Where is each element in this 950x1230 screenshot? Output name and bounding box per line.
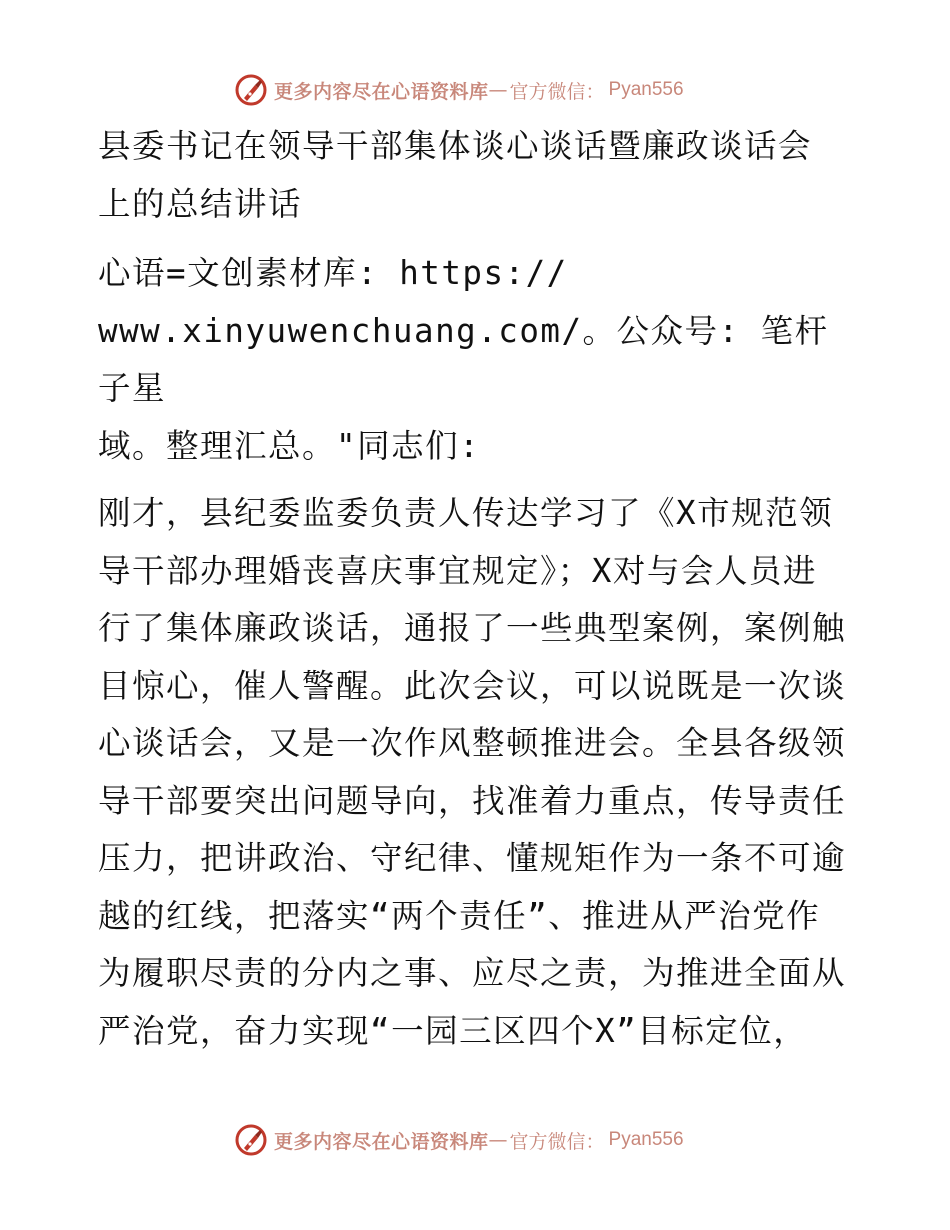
banner-wechat-id: Pyan556 [608,79,684,100]
body-line: 导干部要突出问题导向，找准着力重点，传导责任 [98,781,847,820]
source-intro [98,245,858,475]
footer-banner [234,1120,684,1160]
intro-line: 域。整理汇总。"同志们: [98,426,481,465]
banner-wechat-id: Pyan556 [608,1129,684,1150]
banner-slogan: 更多内容尽在心语资料库 [274,80,489,103]
body-line: 目惊心，催人警醒。此次会议，可以说既是一次谈 [98,666,847,705]
banner-slogan: 更多内容尽在心语资料库 [274,1130,489,1153]
body-line: 严治党，奋力实现“一园三区四个X”目标定位， [98,1011,808,1050]
intro-line: 心语=文创素材库: https:// [98,254,568,292]
header-banner [234,70,684,110]
body-line: 导干部办理婚丧喜庆事宜规定》；X对与会人员进 [98,551,817,590]
title-line: 县委书记在领导干部集体谈心谈话暨廉政谈话会 [98,127,813,165]
body-line: 行了集体廉政谈话，通报了一些典型案例，案例触 [98,609,847,647]
banner-dash: — [488,79,508,101]
title-line: 上的总结讲话 [98,184,303,223]
document-body [98,118,858,1060]
intro-line: www.xinyuwenchuang.com/。公众号: 笔杆子星 [98,311,829,407]
body-line: 刚才，县纪委监委负责人传达学习了《X市规范领 [98,494,834,532]
banner-dash: — [488,1129,508,1151]
body-line: 心谈话会，又是一次作风整顿推进会。全县各级领 [98,724,847,762]
document-title [98,118,858,233]
body-line: 压力，把讲政治、守纪律、懂规矩作为一条不可逾 [98,839,847,877]
body-line: 为履职尽责的分内之事、应尽之责，为推进全面从 [98,954,847,992]
body-line: 越的红线，把落实“两个责任”、推进从严治党作 [98,896,821,935]
banner-wechat-label: 官方微信： [509,80,605,103]
body-paragraph [98,485,858,1060]
banner-wechat-label: 官方微信： [509,1130,605,1153]
pen-nib-logo-icon [234,73,268,107]
pen-nib-logo-icon [234,1123,268,1157]
